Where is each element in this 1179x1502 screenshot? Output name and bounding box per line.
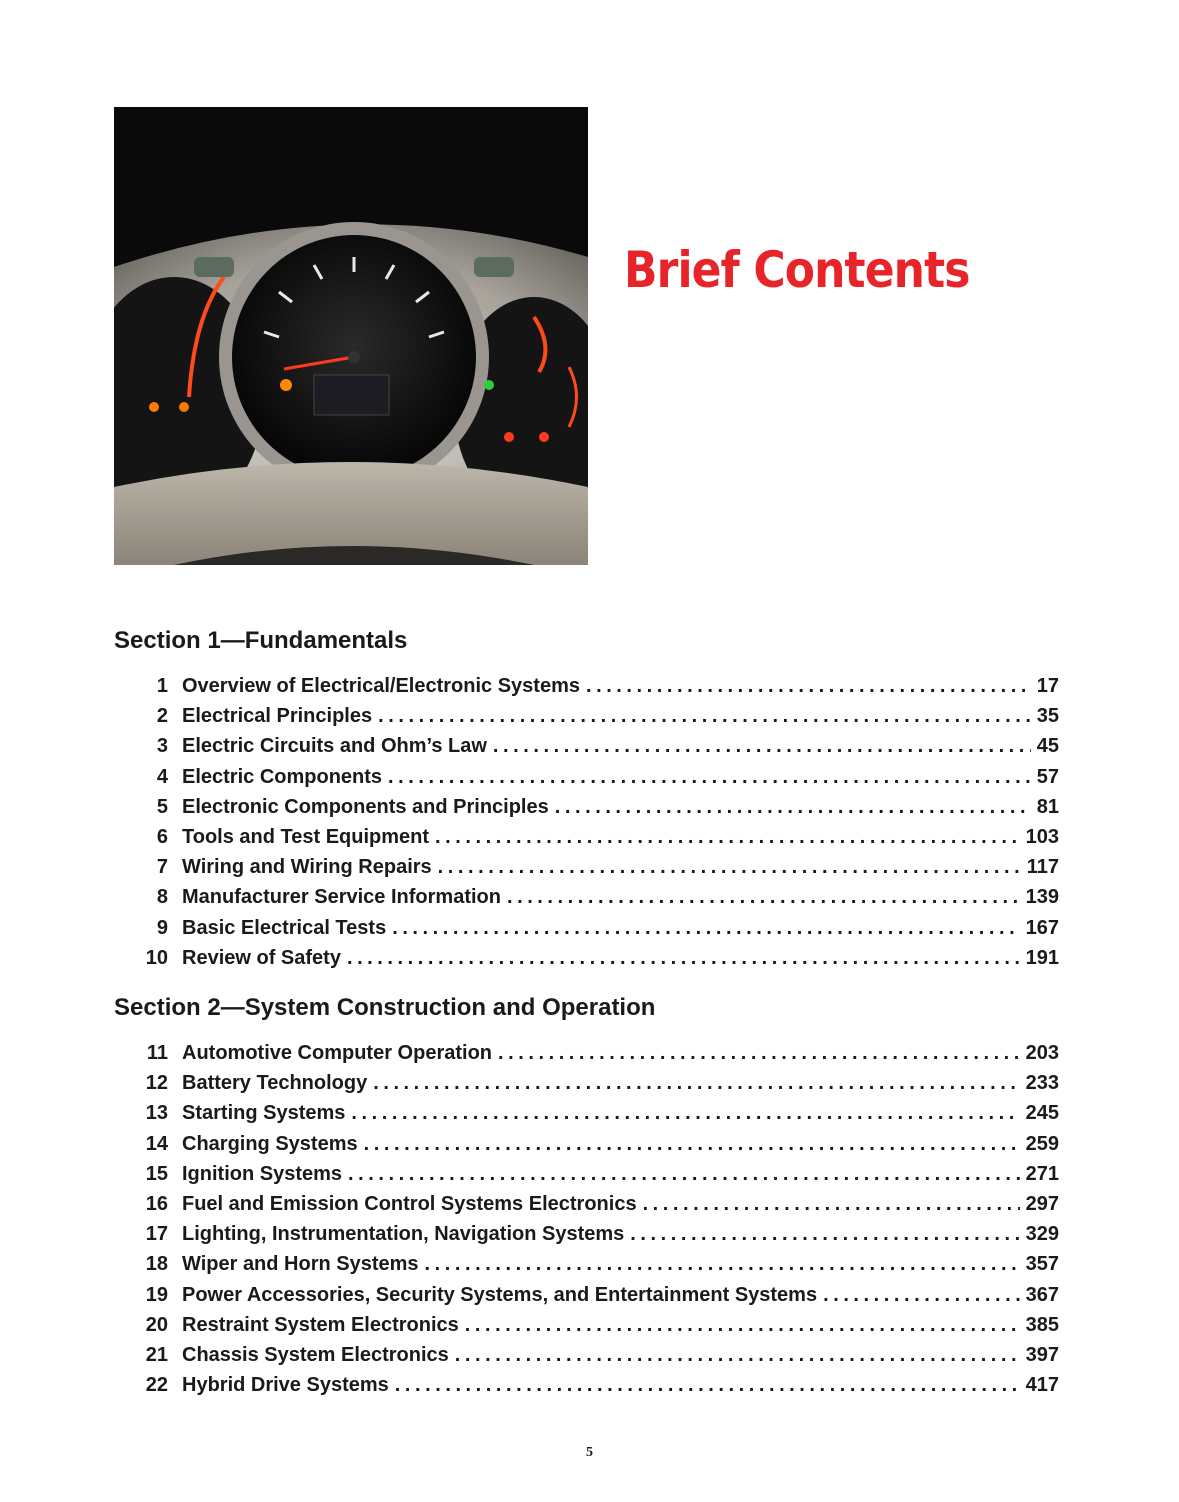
dot-leader [493,731,1031,761]
chapter-title: Wiring and Wiring Repairs [182,856,432,879]
toc-entry[interactable] [114,1340,1059,1370]
dot-leader [823,1280,1020,1310]
toc-entry[interactable] [114,852,1059,882]
chapter-page: 117 [1026,856,1059,879]
chapter-title: Charging Systems [182,1132,358,1155]
instrument-cluster-photo [114,107,588,565]
page-title: Brief Contents [624,241,970,299]
chapter-title: Chassis System Electronics [182,1343,449,1366]
toc-entry[interactable] [114,701,1059,731]
dot-leader [455,1340,1020,1370]
dot-leader [586,671,1031,701]
chapter-title: Battery Technology [182,1072,368,1095]
dot-leader [364,1129,1020,1159]
chapter-number: 13 [145,1102,168,1125]
chapter-number: 15 [145,1162,168,1185]
chapter-number: 3 [156,735,168,758]
toc-entry[interactable] [114,1370,1059,1400]
chapter-number: 18 [145,1253,168,1276]
section-2-list [114,1038,1059,1400]
chapter-page: 259 [1025,1132,1059,1155]
toc-entry[interactable] [114,913,1059,943]
toc-entry[interactable] [114,1249,1059,1279]
chapter-title: Fuel and Emission Control Systems Electronics [182,1192,637,1215]
dot-leader [507,882,1020,912]
chapter-title: Electric Circuits and Ohm’s Law [182,735,487,758]
chapter-number: 5 [156,795,168,818]
chapter-page: 81 [1036,795,1059,818]
chapter-number: 9 [156,916,168,939]
chapter-page: 203 [1025,1042,1059,1064]
toc-entry[interactable] [114,1098,1059,1128]
chapter-number: 6 [156,825,168,848]
section-1-heading: Section 1—Fundamentals [114,627,408,654]
chapter-page: 271 [1025,1162,1059,1185]
chapter-title: Electronic Components and Principles [182,795,549,818]
chapter-title: Manufacturer Service Information [182,886,501,909]
chapter-title: Review of Safety [182,946,341,969]
chapter-page: 297 [1025,1192,1059,1215]
toc-entry[interactable] [114,792,1059,822]
chapter-title: Wiper and Horn Systems [182,1253,419,1276]
chapter-number: 12 [145,1072,168,1095]
chapter-page: 35 [1036,705,1059,728]
chapter-number: 16 [145,1192,168,1215]
chapter-number: 19 [145,1283,168,1306]
chapter-title: Overview of Electrical/Electronic Systems [182,675,580,697]
dot-leader [630,1219,1019,1249]
toc-entry[interactable] [114,762,1059,792]
toc-entry[interactable] [114,1129,1059,1159]
toc-entry[interactable] [114,731,1059,761]
dot-leader [378,701,1031,731]
dot-leader [643,1189,1020,1219]
chapter-number: 10 [145,946,168,969]
dot-leader [498,1038,1020,1068]
dot-leader [392,913,1019,943]
chapter-number: 17 [145,1223,168,1246]
chapter-page: 367 [1025,1283,1059,1306]
chapter-title: Ignition Systems [182,1162,343,1185]
toc-entry[interactable] [114,1038,1059,1068]
chapter-page: 139 [1025,886,1059,909]
chapter-title: Automotive Computer Operation [182,1042,493,1064]
page-number: 5 [586,1445,593,1460]
dot-leader [435,822,1020,852]
chapter-number: 1 [156,675,168,697]
chapter-page: 57 [1036,765,1059,788]
chapter-title: Basic Electrical Tests [182,916,387,939]
section-1-list [114,671,1059,973]
dot-leader [438,852,1021,882]
chapter-page: 245 [1025,1102,1059,1125]
chapter-page: 103 [1025,825,1059,848]
chapter-page: 17 [1036,675,1059,697]
toc-entry[interactable] [114,1310,1059,1340]
dot-leader [373,1068,1019,1098]
chapter-number: 4 [156,765,168,788]
toc-entry[interactable] [114,882,1059,912]
chapter-page: 385 [1025,1313,1059,1336]
dot-leader [395,1370,1020,1400]
chapter-number: 20 [145,1313,168,1336]
chapter-page: 167 [1025,916,1059,939]
toc-entry[interactable] [114,1159,1059,1189]
toc-entry[interactable] [114,943,1059,973]
chapter-page: 233 [1025,1072,1059,1095]
chapter-number: 8 [156,886,168,909]
chapter-page: 397 [1025,1343,1059,1366]
toc-entry[interactable] [114,1219,1059,1249]
chapter-page: 417 [1025,1374,1059,1397]
chapter-title: Electrical Principles [182,705,373,728]
dot-leader [348,1159,1020,1189]
toc-entry[interactable] [114,671,1059,701]
chapter-title: Lighting, Instrumentation, Navigation Systems [182,1223,625,1246]
chapter-page: 357 [1025,1253,1059,1276]
chapter-title: Hybrid Drive Systems [182,1374,389,1397]
chapter-number: 22 [145,1374,168,1397]
dot-leader [347,943,1020,973]
toc-entry[interactable] [114,822,1059,852]
toc-entry[interactable] [114,1280,1059,1310]
chapter-title: Starting Systems [182,1102,346,1125]
chapter-page: 191 [1025,946,1059,969]
chapter-title: Tools and Test Equipment [182,825,430,848]
chapter-number: 11 [146,1042,168,1064]
chapter-title: Power Accessories, Security Systems, and Entertainment Systems [182,1283,818,1306]
toc-entry[interactable] [114,1068,1059,1098]
dot-leader [465,1310,1020,1340]
chapter-page: 45 [1036,735,1059,758]
chapter-title: Restraint System Electronics [182,1313,459,1336]
chapter-title: Electric Components [182,765,383,788]
section-2-heading: Section 2—System Construction and Operation [114,994,656,1021]
chapter-page: 329 [1025,1223,1059,1246]
chapter-number: 2 [156,705,168,728]
dot-leader [425,1249,1020,1279]
dot-leader [555,792,1031,822]
chapter-number: 14 [145,1132,168,1155]
dot-leader [388,762,1031,792]
toc-entry[interactable] [114,1189,1059,1219]
dot-leader [351,1098,1019,1128]
chapter-number: 7 [156,856,168,879]
chapter-number: 21 [145,1343,168,1366]
